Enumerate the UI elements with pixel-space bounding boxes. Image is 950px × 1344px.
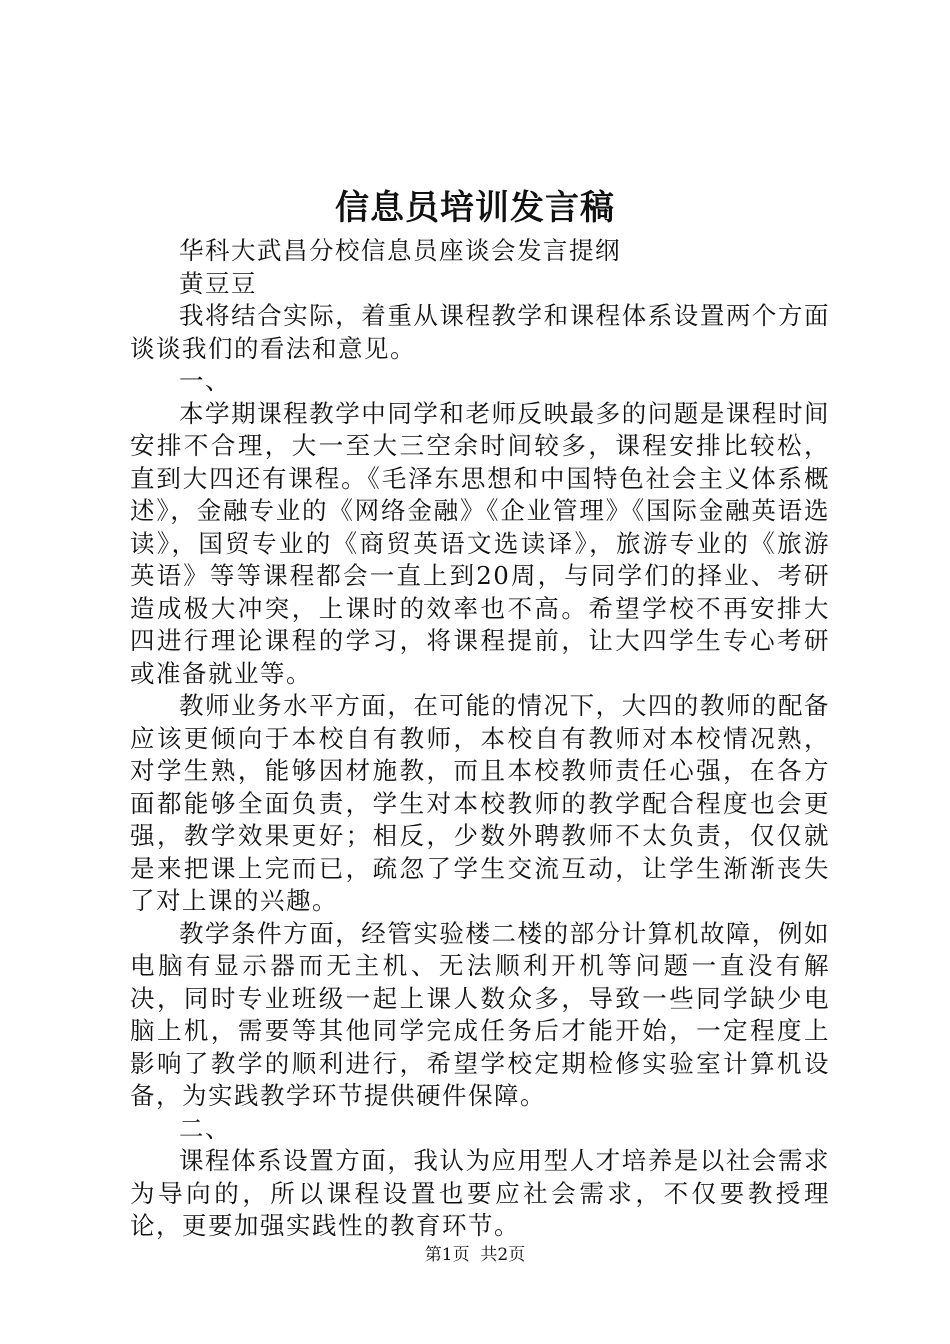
page-total: 共2页	[480, 1245, 526, 1265]
teaching-conditions-paragraph: 教学条件方面，经管实验楼二楼的部分计算机故障，例如电脑有显示器而无主机、无法顺利开机等问题一直没有解决，同时专业班级一起上课人数众多，导致一些同学缺少电脑上机，需要等其他同学完成任务后才能开始，一定程度上影响了教学的顺利进行，希望学校定期检修实验室计算机设备，为实践教学环节提供硬件保障。	[130, 918, 830, 1110]
subtitle-paragraph: 华科大武昌分校信息员座谈会发言提纲	[179, 236, 621, 265]
page-footer	[0, 1243, 950, 1267]
course-schedule-paragraph: 本学期课程教学中同学和老师反映最多的问题是课程时间安排不合理，大一至大三空余时间较多，课程安排比较松，直到大四还有课程。《毛泽东思想和中国特色社会主义体系概述》，金融专业的《网络金融》《企业管理》《国际金融英语选读》，国贸专业的《商贸英语文选读译》，旅游专业的《旅游英语》等等课程都会一直上到20周，与同学们的择业、考研造成极大冲突，上课时的效率也不高。希望学校不再安排大四进行理论课程的学习，将课程提前，让大四学生专心考研或准备就业等。	[130, 398, 830, 688]
document-title: 信息员培训发言稿	[335, 188, 615, 228]
section-heading-one: 一、	[179, 366, 231, 395]
curriculum-paragraph: 课程体系设置方面，我认为应用型人才培养是以社会需求为导向的，所以课程设置也要应社会需求，不仅要教授理论，更要加强实践性的教育环节。	[130, 1146, 830, 1240]
document-body	[130, 235, 830, 1243]
teacher-level-paragraph: 教师业务水平方面，在可能的情况下，大四的教师的配备应该更倾向于本校自有教师，本校自有教师对本校情况熟，对学生熟，能够因材施教，而且本校教师责任心强，在各方面都能够全面负责，学生对本校教师的教学配合程度也会更强，教学效果更好；相反，少数外聘教师不太负责，仅仅就是来把课上完而已，疏忽了学生交流互动，让学生渐渐丧失了对上课的兴趣。	[130, 691, 830, 915]
author-paragraph: 黄豆豆	[179, 268, 257, 298]
section-heading-two: 二、	[179, 1113, 231, 1143]
intro-paragraph: 我将结合实际，着重从课程教学和课程体系设置两个方面谈谈我们的看法和意见。	[130, 301, 830, 363]
page-number: 第1页	[424, 1245, 470, 1265]
